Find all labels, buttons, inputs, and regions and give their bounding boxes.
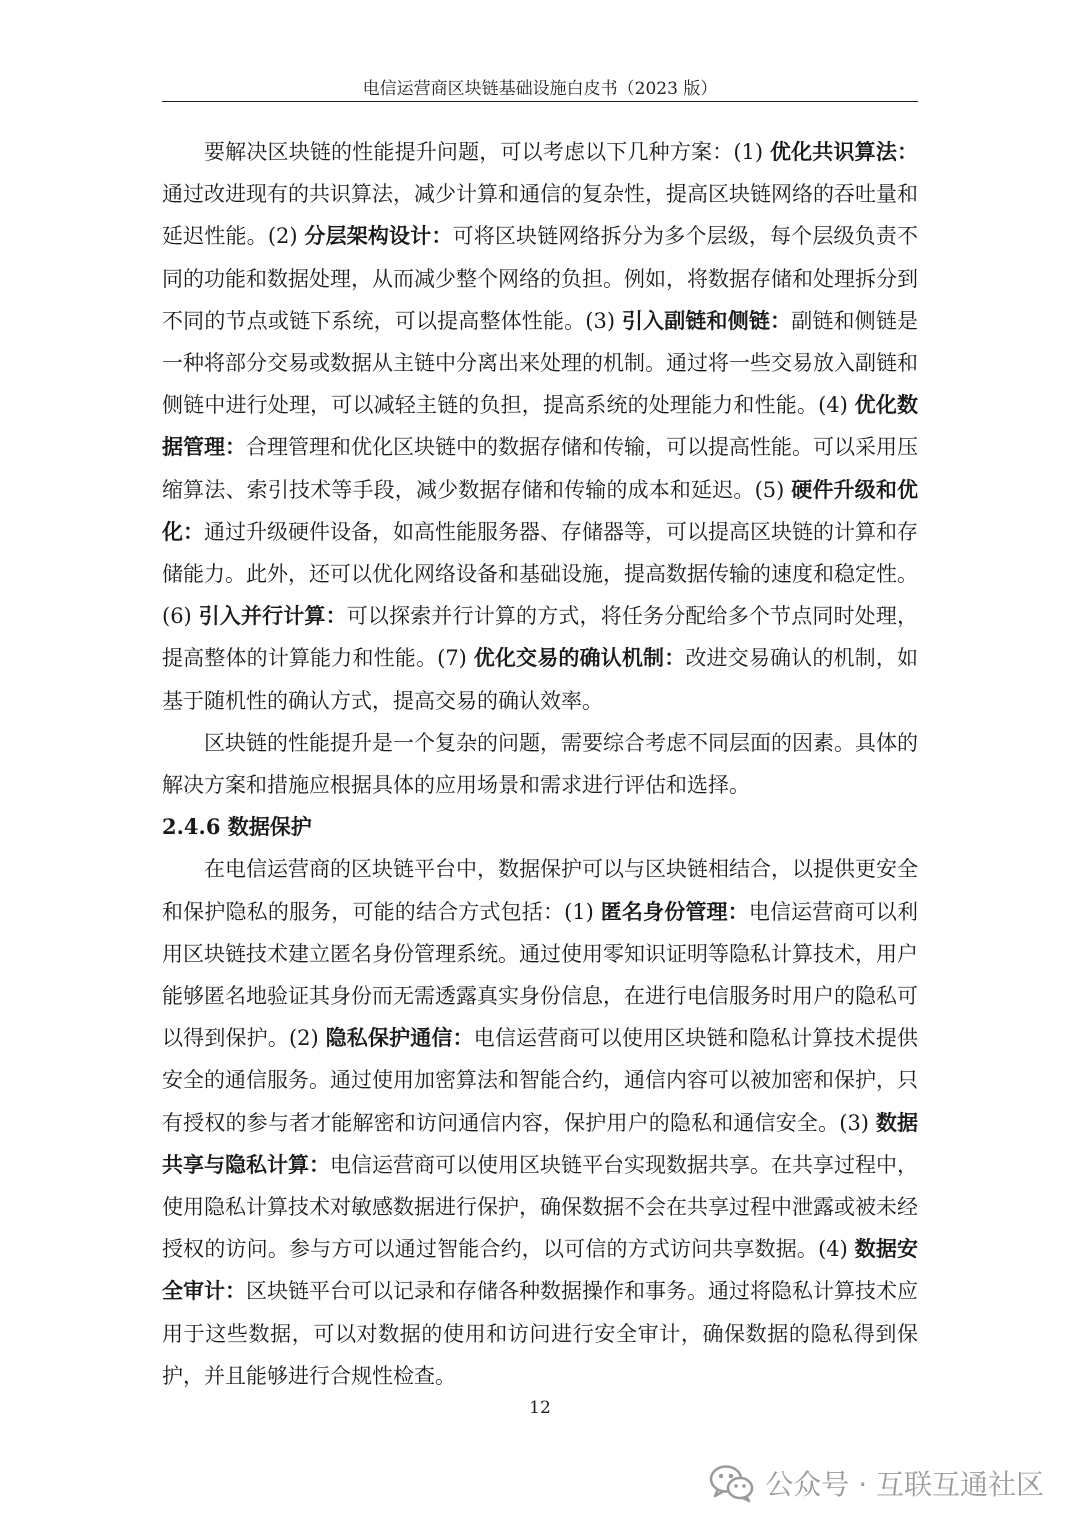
page-body bbox=[162, 131, 918, 1397]
text-run: 合理管理和优化区块链中的数据存储和传输，可以提高性能。可以采用压缩算法、索引技术等手段，减少数据存储和传输的成本和延迟。(5) bbox=[162, 435, 918, 502]
text-run: 可以探索并行计算的方式，将任务分配给多个节点同时处理，提高整体的计算能力和性能。(7) bbox=[162, 604, 919, 671]
bold-term: 引入副链和侧链： bbox=[621, 307, 792, 333]
section-heading: 2.4.6 数据保护 bbox=[162, 814, 312, 840]
text-run: 通过改进现有的共识算法，减少计算和通信的复杂性，提高区块链网络的吞吐量和延迟性能。(2) bbox=[162, 182, 918, 249]
text-run: 副链和侧链是一种将部分交易或数据从主链中分离出来处理的机制。通过将一些交易放入副链和侧链中进行处理，可以减轻主链的负担，提高系统的处理能力和性能。(4) bbox=[162, 308, 919, 418]
text-run: 可将区块链网络拆分为多个层级，每个层级负责不同的功能和数据处理，从而减少整个网络的负担。例如，将数据存储和处理拆分到不同的节点或链下系统，可以提高整体性能。(3) bbox=[162, 224, 919, 333]
bold-term: 分层架构设计： bbox=[304, 223, 453, 249]
bold-term: 数据安全审计： bbox=[162, 1236, 918, 1304]
watermark bbox=[709, 1460, 1044, 1506]
bold-term: 优化交易的确认机制： bbox=[473, 645, 686, 671]
text-run: 改进交易确认的机制，如基于随机性的确认方式，提高交易的确认效率。 bbox=[162, 646, 918, 713]
paragraph-performance-solutions bbox=[162, 131, 918, 722]
text-run: 电信运营商可以利用区块链技术建立匿名身份管理系统。通过使用零知识证明等隐私计算技术，用户能够匿名地验证其身份而无需透露真实身份信息，在进行电信服务时用户的隐私可以得到保护。(2) bbox=[162, 899, 919, 1051]
paragraph-performance-summary bbox=[162, 722, 918, 806]
bold-term: 隐私保护通信： bbox=[325, 1025, 474, 1051]
text-run: 区块链的性能提升是一个复杂的问题，需要综合考虑不同层面的因素。具体的解决方案和措施应根据具体的应用场景和需求进行评估和选择。 bbox=[162, 730, 918, 798]
text-run: 要解决区块链的性能提升问题，可以考虑以下几种方案：(1) bbox=[204, 140, 770, 164]
page-number: 12 bbox=[529, 1398, 551, 1418]
watermark-text: 公众号 · 互联互通社区 bbox=[765, 1468, 1044, 1501]
paragraph-data-protection bbox=[162, 848, 918, 1397]
bold-term: 数据共享与隐私计算： bbox=[162, 1109, 919, 1177]
text-run: 通过升级硬件设备，如高性能服务器、存储器等，可以提高区块链的计算和存储能力。此外，还可以优化网络设备和基础设施，提高数据传输的速度和稳定性。(6) bbox=[162, 519, 918, 629]
bold-term: 引入并行计算： bbox=[198, 603, 347, 629]
wechat-icon bbox=[709, 1463, 755, 1503]
header-divider bbox=[162, 101, 918, 102]
bold-term: 优化共识算法： bbox=[769, 139, 918, 164]
bold-term: 匿名身份管理： bbox=[600, 898, 749, 924]
text-run: 区块链平台可以记录和存储各种数据操作和事务。通过将隐私计算技术应用于这些数据，可以对数据的使用和访问进行安全审计，确保数据的隐私得到保护，并且能够进行合规性检查。 bbox=[162, 1279, 918, 1388]
text-run: 在电信运营商的区块链平台中，数据保护可以与区块链相结合，以提供更安全和保护隐私的服务，可能的结合方式包括：(1) bbox=[162, 857, 918, 924]
text-run: 电信运营商可以使用区块链平台实现数据共享。在共享过程中，使用隐私计算技术对敏感数据进行保护，确保数据不会在共享过程中泄露或被未经授权的访问。参与方可以通过智能合约，以可信的方式访问共享数据。(4) bbox=[162, 1152, 918, 1262]
bold-term: 优化数据管理： bbox=[162, 392, 918, 460]
running-header: 电信运营商区块链基础设施白皮书（2023 版） bbox=[362, 79, 718, 99]
text-run: 电信运营商可以使用区块链和隐私计算技术提供安全的通信服务。通过使用加密算法和智能合约，通信内容可以被加密和保护，只有授权的参与者才能解密和访问通信内容，保护用户的隐私和通信安全。(3) bbox=[162, 1026, 919, 1135]
bold-term: 硬件升级和优化： bbox=[162, 476, 919, 544]
